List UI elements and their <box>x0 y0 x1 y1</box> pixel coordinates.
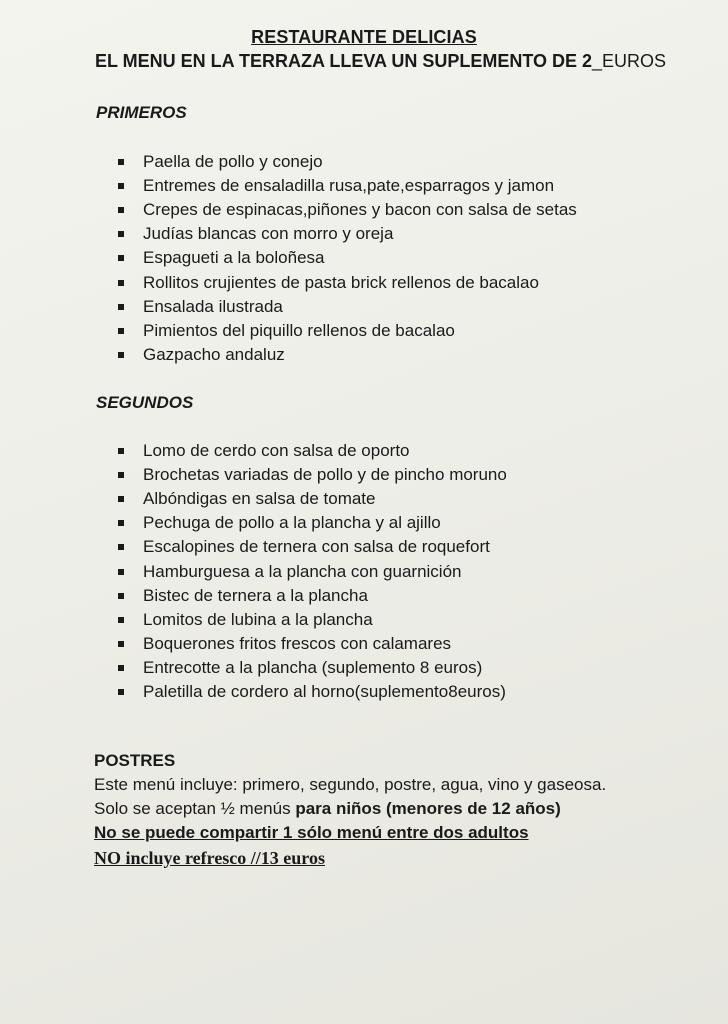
dish-name: Pimientos del piquillo rellenos de bacalao <box>143 320 455 340</box>
primeros-item <box>118 319 577 343</box>
bullet-icon <box>118 569 124 575</box>
half-menu-notice <box>94 799 561 819</box>
bullet-icon <box>118 328 124 334</box>
bullet-icon <box>118 280 124 286</box>
dish-name: Hamburguesa a la plancha con guarnición <box>143 561 462 581</box>
dish-name: Crepes de espinacas,piñones y bacon con salsa de setas <box>143 200 577 220</box>
segundos-item <box>118 511 507 535</box>
segundos-item <box>118 632 507 656</box>
half-menu-prefix: Solo se aceptan ½ menús <box>94 799 291 818</box>
bullet-icon <box>118 472 124 478</box>
segundos-item <box>118 559 507 583</box>
bullet-icon <box>118 183 124 189</box>
primeros-item <box>118 270 577 294</box>
postres-heading: POSTRES <box>94 751 176 770</box>
dish-name: Entremes de ensaladilla rusa,pate,esparragos y jamon <box>143 176 555 196</box>
segundos-item <box>118 608 507 632</box>
segundos-item <box>118 463 507 487</box>
no-soda-notice: NO incluye refresco //13 euros <box>94 848 325 868</box>
dish-name: Pechuga de pollo a la plancha y al ajillo <box>143 513 441 533</box>
bullet-icon <box>118 448 124 454</box>
primeros-heading: PRIMEROS <box>96 103 187 122</box>
dish-name: Brochetas variadas de pollo y de pincho moruno <box>143 465 507 485</box>
segundos-item <box>118 535 507 559</box>
segundos-list <box>118 439 507 704</box>
bullet-icon <box>118 641 124 647</box>
terrace-supplement-unit: _EUROS <box>592 51 667 71</box>
dish-name: Espagueti a la boloñesa <box>143 248 325 268</box>
dish-name: Lomitos de lubina a la plancha <box>143 609 373 629</box>
terrace-supplement-notice <box>95 51 666 72</box>
bullet-icon <box>118 304 124 310</box>
segundos-item <box>118 487 507 511</box>
dish-name: Paletilla de cordero al horno(suplemento8euros) <box>143 681 506 701</box>
dish-name: Albóndigas en salsa de tomate <box>143 489 376 509</box>
primeros-item <box>118 198 577 222</box>
dish-name: Entrecotte a la plancha (suplemento 8 euros) <box>143 657 483 677</box>
bullet-icon <box>118 593 124 599</box>
dish-name: Lomo de cerdo con salsa de oporto <box>143 441 410 461</box>
primeros-item <box>118 246 577 270</box>
bullet-icon <box>118 159 124 165</box>
half-menu-children: para niños (menores de 12 años) <box>295 799 561 818</box>
dish-name: Rollitos crujientes de pasta brick rellenos de bacalao <box>143 272 539 292</box>
primeros-list <box>118 150 577 367</box>
bullet-icon <box>118 231 124 237</box>
primeros-item <box>118 150 577 174</box>
dish-name: Ensalada ilustrada <box>143 296 283 316</box>
dish-name: Paella de pollo y conejo <box>143 152 323 172</box>
primeros-item <box>118 174 577 198</box>
menu-includes-text: Este menú incluye: primero, segundo, postre, agua, vino y gaseosa. <box>94 775 607 794</box>
bullet-icon <box>118 520 124 526</box>
bullet-icon <box>118 665 124 671</box>
bullet-icon <box>118 255 124 261</box>
dish-name: Bistec de ternera a la plancha <box>143 585 368 605</box>
bullet-icon <box>118 689 124 695</box>
no-share-notice: No se puede compartir 1 sólo menú entre dos adultos <box>94 823 529 842</box>
dish-name: Judías blancas con morro y oreja <box>143 224 394 244</box>
segundos-item <box>118 439 507 463</box>
primeros-item <box>118 222 577 246</box>
bullet-icon <box>118 496 124 502</box>
bullet-icon <box>118 207 124 213</box>
dish-name: Escalopines de ternera con salsa de roquefort <box>143 537 490 557</box>
segundos-item <box>118 584 507 608</box>
primeros-item <box>118 295 577 319</box>
bullet-icon <box>118 617 124 623</box>
segundos-item <box>118 680 507 704</box>
restaurant-title: RESTAURANTE DELICIAS <box>251 27 477 47</box>
dish-name: Boquerones fritos frescos con calamares <box>143 633 452 653</box>
primeros-item <box>118 343 577 367</box>
dish-name: Gazpacho andaluz <box>143 344 285 364</box>
terrace-supplement-text: EL MENU EN LA TERRAZA LLEVA UN SUPLEMENTO DE 2 <box>95 51 593 71</box>
segundos-heading: SEGUNDOS <box>96 393 194 412</box>
bullet-icon <box>118 352 124 358</box>
segundos-item <box>118 656 507 680</box>
bullet-icon <box>118 544 124 550</box>
